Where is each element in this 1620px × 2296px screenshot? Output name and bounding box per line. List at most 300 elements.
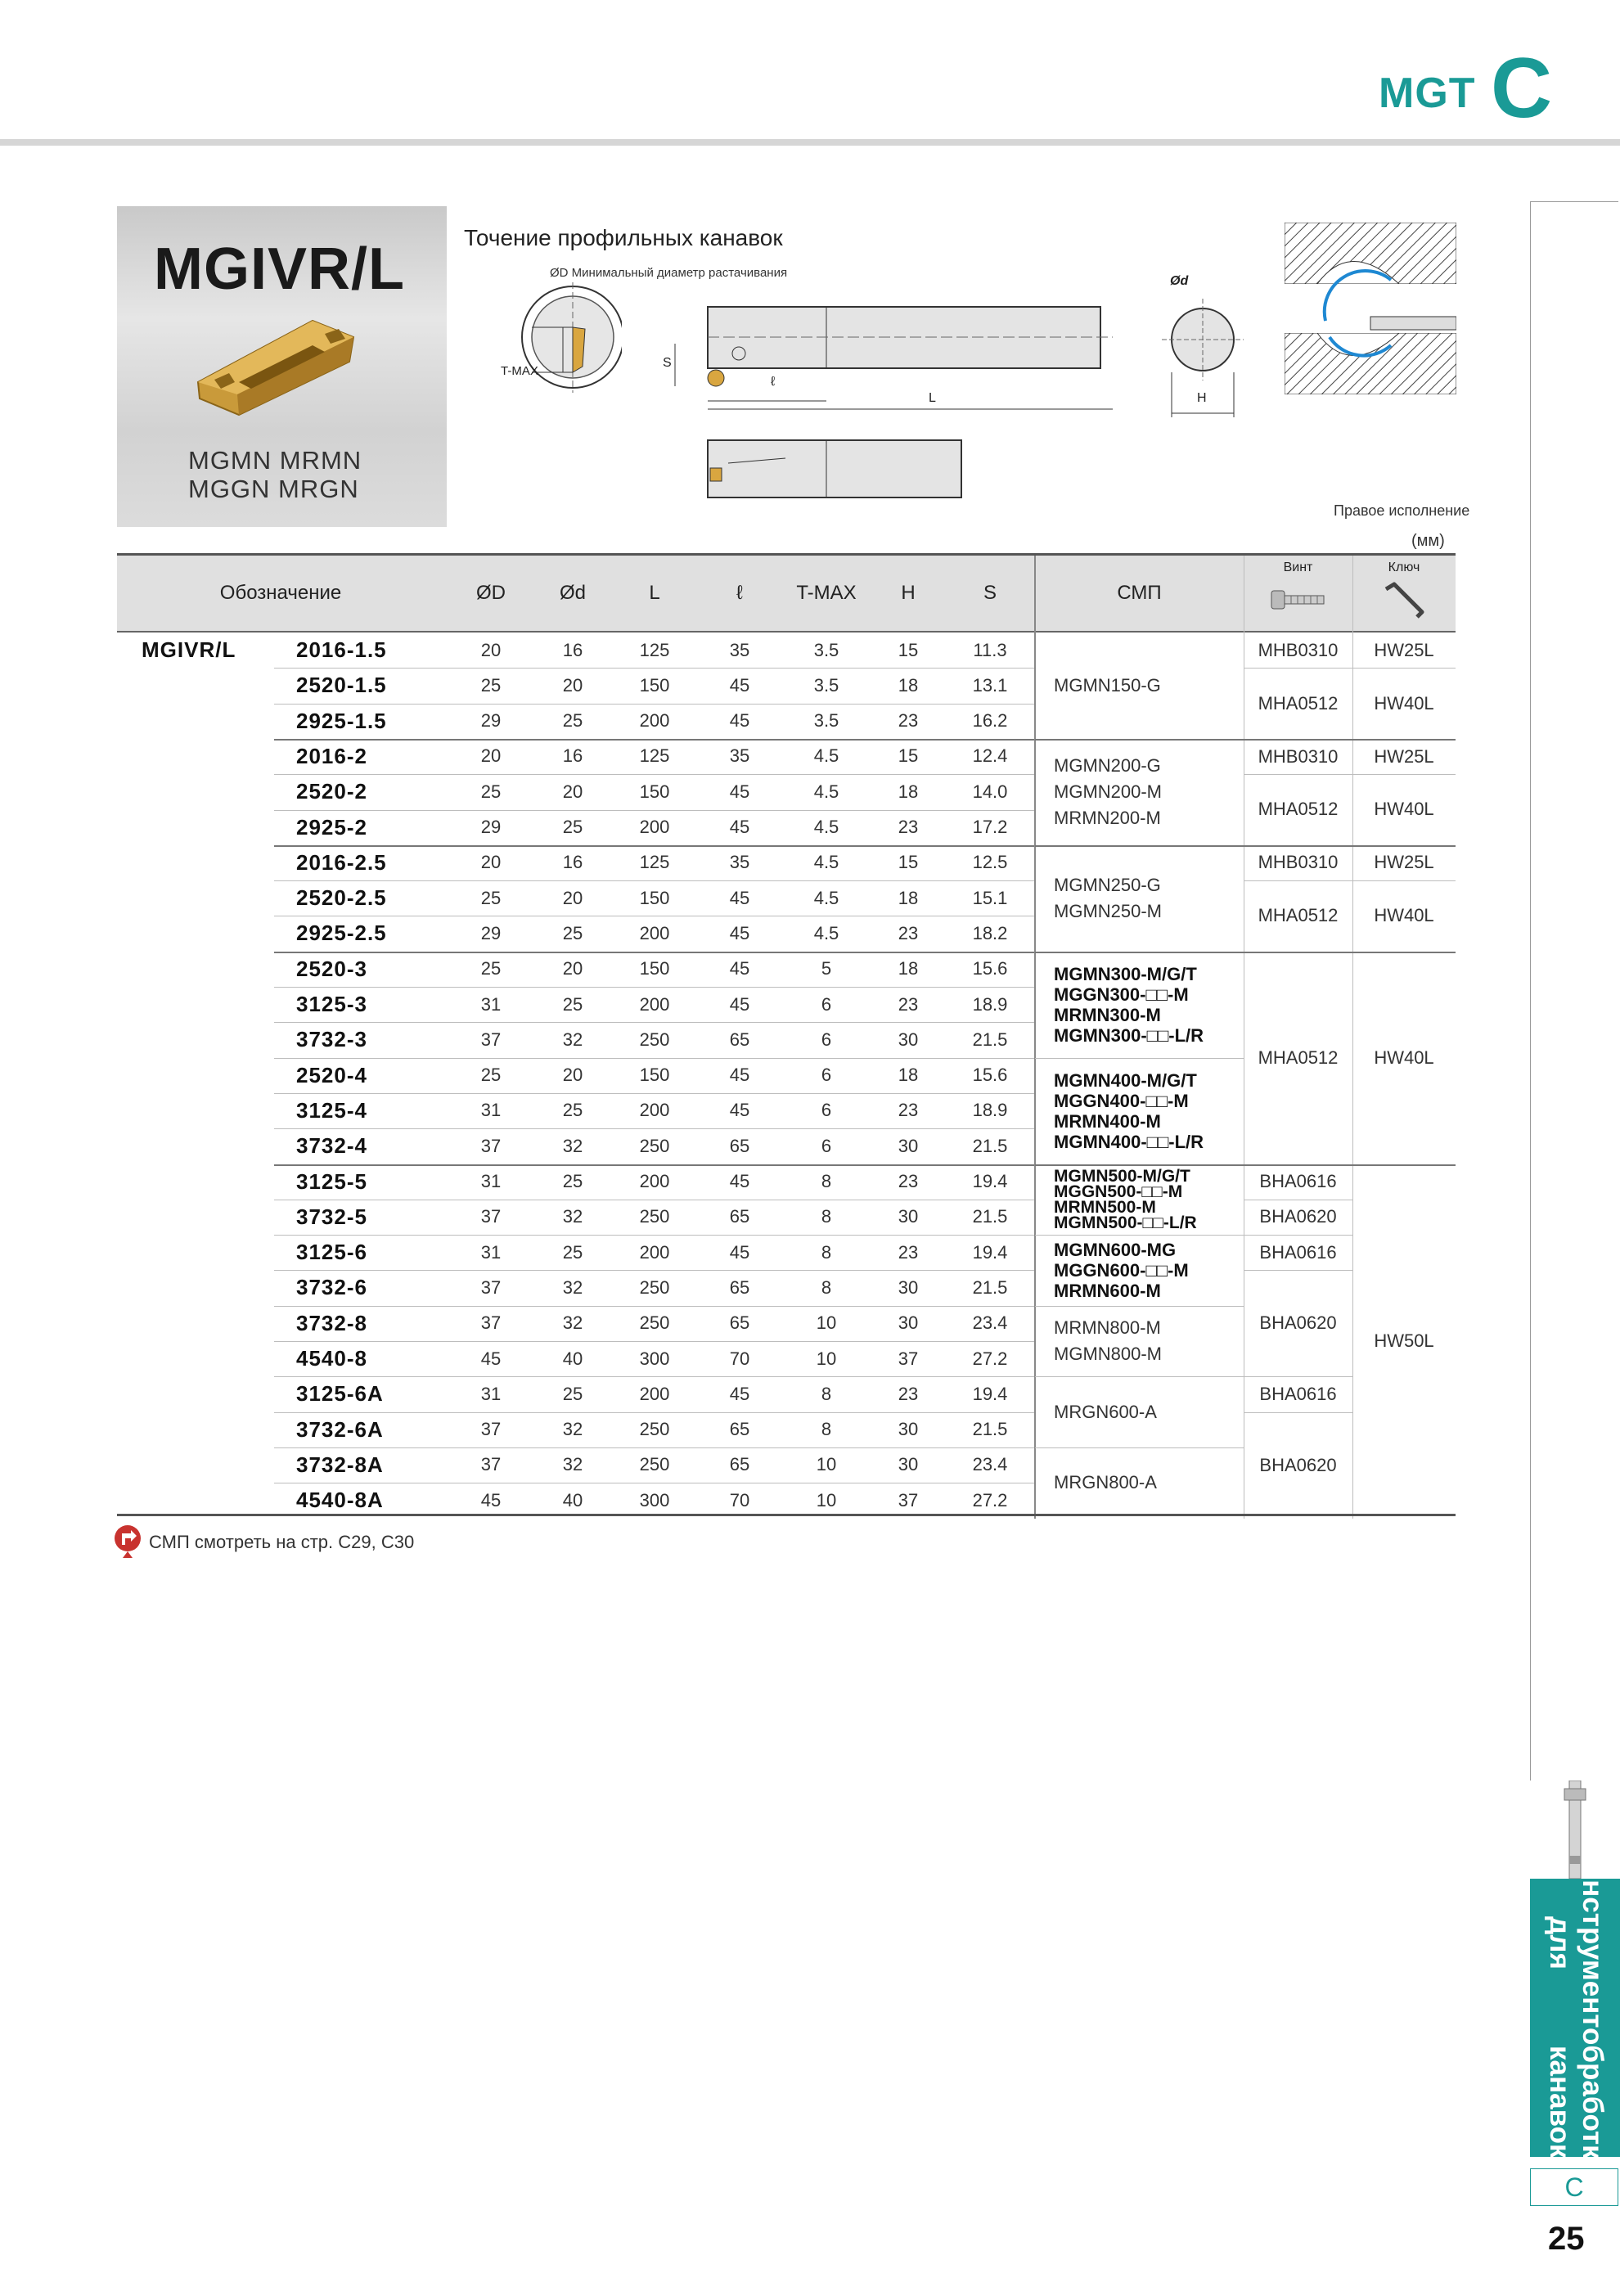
cell-d: 20	[562, 781, 583, 802]
cell-t: 8	[821, 1171, 832, 1191]
smp-divider	[1035, 1164, 1244, 1166]
table-bottom-rule	[117, 1514, 1456, 1516]
insert-illustration	[190, 304, 362, 419]
cell-H: 30	[898, 1135, 919, 1156]
cell-S: 23.4	[972, 1454, 1008, 1475]
cell-t: 8	[821, 1383, 832, 1404]
cell-l: 45	[729, 1383, 750, 1404]
row-code: 3125-6	[296, 1240, 367, 1265]
row-code: 2520-4	[296, 1062, 367, 1087]
smp-insert: MGMN800-M	[1054, 1344, 1163, 1364]
cell-S: 14.0	[972, 781, 1008, 802]
cell-H: 18	[898, 781, 919, 802]
cell-l: 45	[729, 1065, 750, 1086]
smp-insert: MRMN500-M	[1054, 1197, 1156, 1217]
row-code: 2925-1.5	[296, 708, 387, 733]
key-code: HW40L	[1374, 905, 1434, 926]
cell-S: 18.9	[972, 993, 1008, 1015]
operation-illustration	[1285, 223, 1456, 394]
row-divider	[274, 880, 1035, 881]
cell-D: 25	[480, 674, 502, 696]
screw-code: BHA0620	[1259, 1454, 1337, 1475]
row-code: 4540-8A	[296, 1488, 384, 1513]
col-S: S	[983, 582, 997, 604]
cell-D: 25	[480, 958, 502, 979]
row-code: 2925-2.5	[296, 921, 387, 946]
smp-insert: MRGN800-A	[1054, 1472, 1157, 1493]
cell-d: 25	[562, 1383, 583, 1404]
cell-L: 200	[639, 1171, 670, 1191]
cell-D: 20	[480, 852, 502, 873]
unit-label: (мм)	[1411, 532, 1445, 550]
row-code: 2016-1.5	[296, 637, 387, 662]
cell-d: 25	[562, 993, 583, 1015]
col-l: ℓ	[736, 582, 743, 604]
smp-insert: MGMN500-M/G/T	[1054, 1166, 1190, 1186]
row-code: 2016-2.5	[296, 849, 387, 875]
cell-t: 8	[821, 1206, 832, 1227]
smp-insert: MGMN300-□□-L/R	[1054, 1024, 1204, 1046]
cell-L: 200	[639, 710, 670, 732]
cell-L: 300	[639, 1348, 670, 1369]
cell-d: 16	[562, 745, 583, 767]
row-divider	[274, 845, 1035, 847]
cell-H: 23	[898, 1100, 919, 1121]
screw-code: MHB0310	[1258, 852, 1339, 873]
cell-H: 15	[898, 745, 919, 767]
row-code: 3125-6A	[296, 1381, 384, 1407]
smp-insert: MRMN400-M	[1054, 1110, 1161, 1132]
cell-d: 40	[562, 1348, 583, 1369]
cell-D: 45	[480, 1348, 502, 1369]
smp-divider	[1035, 845, 1244, 847]
smp-insert: MGMN300-M/G/T	[1054, 963, 1197, 984]
smp-divider	[1035, 1058, 1244, 1059]
row-divider	[274, 1093, 1035, 1094]
smp-divider	[1035, 1376, 1244, 1377]
cell-l: 65	[729, 1419, 750, 1440]
cell-S: 21.5	[972, 1029, 1008, 1050]
key-code: HW25L	[1374, 745, 1434, 767]
cell-t: 8	[821, 1276, 832, 1298]
col-L: L	[649, 582, 660, 604]
smp-insert: MGGN600-□□-M	[1054, 1259, 1189, 1281]
cell-l: 65	[729, 1276, 750, 1298]
smp-insert: MRMN200-M	[1054, 807, 1161, 828]
screw-code: MHB0310	[1258, 745, 1339, 767]
cell-L: 200	[639, 1241, 670, 1263]
cell-D: 37	[480, 1312, 502, 1334]
cell-d: 32	[562, 1029, 583, 1050]
cell-H: 23	[898, 1241, 919, 1263]
cell-H: 15	[898, 639, 919, 660]
cell-t: 4.5	[813, 922, 839, 943]
cell-L: 200	[639, 817, 670, 837]
cell-t: 10	[816, 1312, 837, 1334]
family-code: MGIVR/L	[142, 637, 236, 662]
cell-d: 25	[562, 922, 583, 943]
row-code: 3732-8A	[296, 1452, 384, 1477]
section-tab-letter: C	[1530, 2168, 1618, 2206]
row-divider	[274, 1235, 1035, 1236]
cell-D: 20	[480, 745, 502, 767]
section-letter: C	[1491, 41, 1553, 136]
tmax-label: T-MAX	[501, 364, 538, 378]
cell-S: 17.2	[972, 817, 1008, 837]
smp-left-rule	[1034, 556, 1036, 1519]
smp-insert: MGMN600-MG	[1054, 1239, 1177, 1260]
cell-t: 10	[816, 1454, 837, 1475]
cell-D: 37	[480, 1454, 502, 1475]
section-tab-line2: обработки канавок	[1544, 2028, 1609, 2177]
cell-D: 29	[480, 710, 502, 732]
cell-S: 18.2	[972, 922, 1008, 943]
smp-insert: MRMN300-M	[1054, 1004, 1161, 1025]
cell-H: 23	[898, 817, 919, 837]
smp-insert: MRGN600-A	[1054, 1401, 1157, 1422]
cell-S: 15.6	[972, 1065, 1008, 1086]
diagram-title: Точение профильных канавок	[464, 225, 783, 250]
cell-H: 23	[898, 710, 919, 732]
screw-code: BHA0616	[1259, 1171, 1337, 1192]
screw-code: BHA0616	[1259, 1383, 1337, 1404]
insert-series-line2: MGGN MRGN	[188, 475, 359, 503]
col-tmax: T-MAX	[796, 582, 857, 604]
cell-l: 45	[729, 1100, 750, 1121]
col-smp: СМП	[1117, 582, 1162, 604]
cell-d: 20	[562, 958, 583, 979]
cell-t: 6	[821, 993, 832, 1015]
cell-l: 45	[729, 922, 750, 943]
cell-L: 250	[639, 1206, 670, 1227]
row-code: 3125-5	[296, 1168, 367, 1194]
cell-d: 16	[562, 852, 583, 873]
cell-H: 15	[898, 852, 919, 873]
row-code: 3125-4	[296, 1097, 367, 1123]
cell-l: 45	[729, 817, 750, 837]
cell-t: 6	[821, 1065, 832, 1086]
cell-t: 3.5	[813, 710, 839, 732]
row-code: 3732-8	[296, 1310, 367, 1335]
cell-H: 18	[898, 1065, 919, 1086]
cell-d: 32	[562, 1312, 583, 1334]
row-divider	[274, 704, 1035, 705]
key-code: HW25L	[1374, 639, 1434, 660]
cell-t: 4.5	[813, 887, 839, 908]
cell-H: 30	[898, 1312, 919, 1334]
col-d: Ød	[559, 582, 586, 604]
cell-D: 37	[480, 1276, 502, 1298]
cell-L: 150	[639, 1065, 670, 1086]
key-code: HW40L	[1374, 799, 1434, 820]
cell-S: 27.2	[972, 1348, 1008, 1369]
cell-d: 20	[562, 1065, 583, 1086]
smp-insert: MRMN600-M	[1054, 1280, 1161, 1301]
screw-code: BHA0616	[1259, 1241, 1337, 1263]
row-divider	[274, 1058, 1035, 1059]
cell-D: 37	[480, 1029, 502, 1050]
cell-H: 18	[898, 958, 919, 979]
smp-divider	[1035, 1447, 1244, 1448]
cell-l: 45	[729, 958, 750, 979]
page-ref-icon	[113, 1524, 142, 1560]
top-view-drawing	[695, 432, 974, 510]
cell-l: 65	[729, 1135, 750, 1156]
cell-L: 200	[639, 1100, 670, 1121]
cell-D: 29	[480, 922, 502, 943]
smp-insert: MGGN400-□□-M	[1054, 1090, 1189, 1111]
cell-H: 23	[898, 993, 919, 1015]
orientation-note: Правое исполнение	[1334, 502, 1470, 519]
row-divider	[274, 952, 1035, 953]
smp-insert: MGGN300-□□-M	[1054, 984, 1189, 1005]
cell-l: 65	[729, 1312, 750, 1334]
cell-d: 25	[562, 1100, 583, 1121]
product-name: MGIVR/L	[154, 236, 405, 302]
cell-S: 18.9	[972, 1100, 1008, 1121]
row-divider	[274, 1341, 1035, 1342]
row-code: 3732-6A	[296, 1416, 384, 1442]
smp-insert: MRMN800-M	[1054, 1317, 1161, 1338]
page-number: 25	[1548, 2221, 1585, 2257]
cell-d: 32	[562, 1276, 583, 1298]
key-code: HW50L	[1374, 1330, 1434, 1351]
smp-insert: MGMN200-M	[1054, 781, 1163, 802]
row-divider	[274, 1412, 1035, 1413]
cell-D: 29	[480, 817, 502, 837]
col-key: Ключ	[1388, 560, 1420, 574]
cell-t: 6	[821, 1029, 832, 1050]
cell-d: 16	[562, 639, 583, 660]
cell-D: 45	[480, 1489, 502, 1510]
cell-S: 11.3	[973, 639, 1007, 660]
l-small-label: ℓ	[771, 375, 776, 389]
cell-L: 250	[639, 1135, 670, 1156]
insert-series-line1: MGMN MRMN	[188, 446, 362, 475]
cell-H: 30	[898, 1029, 919, 1050]
cell-d: 32	[562, 1135, 583, 1156]
cell-S: 19.4	[972, 1171, 1008, 1191]
cell-H: 18	[898, 674, 919, 696]
key-code: HW25L	[1374, 852, 1434, 873]
cell-l: 45	[729, 710, 750, 732]
cell-l: 35	[729, 852, 750, 873]
cell-L: 125	[639, 639, 670, 660]
cell-D: 25	[480, 1065, 502, 1086]
cell-S: 21.5	[972, 1276, 1008, 1298]
cell-l: 65	[729, 1029, 750, 1050]
cell-l: 70	[729, 1489, 750, 1510]
row-code: 3125-3	[296, 992, 367, 1016]
cell-D: 31	[480, 1100, 502, 1121]
row-divider	[274, 739, 1035, 741]
screw-code: MHB0310	[1258, 639, 1339, 660]
smp-insert: MGMN200-G	[1054, 754, 1161, 776]
footnote: СМП смотреть на стр. C29, C30	[149, 1532, 415, 1552]
row-divider	[274, 774, 1035, 775]
header-divider	[0, 139, 1620, 146]
cell-D: 31	[480, 993, 502, 1015]
cell-L: 150	[639, 674, 670, 696]
smp-insert: MGMN400-□□-L/R	[1054, 1131, 1204, 1152]
cell-S: 19.4	[972, 1383, 1008, 1404]
cell-D: 37	[480, 1419, 502, 1440]
cell-l: 65	[729, 1454, 750, 1475]
cell-l: 35	[729, 745, 750, 767]
screw-icon	[1265, 579, 1330, 620]
cell-l: 45	[729, 993, 750, 1015]
cell-L: 250	[639, 1276, 670, 1298]
smp-insert: MGMN400-M/G/T	[1054, 1069, 1197, 1091]
cell-l: 35	[729, 639, 750, 660]
cell-L: 250	[639, 1312, 670, 1334]
cell-t: 4.5	[813, 781, 839, 802]
cell-d: 25	[562, 710, 583, 732]
cell-l: 45	[729, 674, 750, 696]
cell-L: 150	[639, 887, 670, 908]
cell-L: 200	[639, 922, 670, 943]
cell-t: 3.5	[813, 639, 839, 660]
cell-S: 23.4	[972, 1312, 1008, 1334]
cell-S: 21.5	[972, 1206, 1008, 1227]
cell-H: 23	[898, 1171, 919, 1191]
row-divider	[274, 987, 1035, 988]
cell-L: 150	[639, 781, 670, 802]
cell-H: 37	[898, 1489, 919, 1510]
hex-key-icon	[1381, 579, 1430, 620]
smp-divider	[1035, 1306, 1244, 1307]
cell-H: 23	[898, 922, 919, 943]
row-code: 2520-2	[296, 779, 367, 804]
smp-insert: MGMN150-G	[1054, 674, 1161, 696]
row-divider	[274, 1306, 1035, 1307]
smp-insert: MGMN250-M	[1054, 900, 1163, 921]
cell-l: 45	[729, 1241, 750, 1263]
cell-l: 70	[729, 1348, 750, 1369]
cell-D: 25	[480, 887, 502, 908]
side-view-drawing	[655, 295, 1121, 421]
row-code: 3732-6	[296, 1275, 367, 1300]
smp-divider	[1035, 739, 1244, 741]
screw-code: BHA0620	[1259, 1206, 1337, 1227]
cell-D: 31	[480, 1383, 502, 1404]
section-label: MGT	[1379, 70, 1476, 117]
cell-S: 16.2	[972, 710, 1008, 732]
smp-insert: MGMN250-G	[1054, 874, 1161, 895]
cell-L: 250	[639, 1454, 670, 1475]
cell-l: 65	[729, 1206, 750, 1227]
row-code: 3732-4	[296, 1133, 367, 1159]
cell-S: 12.5	[972, 852, 1008, 873]
cell-l: 45	[729, 1171, 750, 1191]
row-code: 4540-8	[296, 1346, 367, 1371]
row-code: 3732-3	[296, 1027, 367, 1052]
cell-D: 20	[480, 639, 502, 660]
key-code: HW40L	[1374, 692, 1434, 714]
min-bore-label: ØD Минимальный диаметр растачивания	[550, 266, 788, 280]
row-divider	[274, 668, 1035, 669]
row-divider	[274, 1270, 1035, 1271]
screw-code: BHA0620	[1259, 1312, 1337, 1334]
row-divider	[274, 1164, 1035, 1166]
cell-L: 200	[639, 1383, 670, 1404]
cell-D: 25	[480, 781, 502, 802]
d-label: Ød	[1170, 274, 1189, 288]
row-divider	[274, 810, 1035, 811]
row-code: 2016-2	[296, 743, 367, 768]
smp-divider	[1035, 1235, 1244, 1236]
cell-H: 30	[898, 1419, 919, 1440]
cell-d: 25	[562, 817, 583, 837]
smp-divider	[1035, 952, 1244, 953]
row-divider	[274, 1022, 1035, 1023]
cell-t: 10	[816, 1489, 837, 1510]
cell-D: 31	[480, 1171, 502, 1191]
cell-t: 4.5	[813, 852, 839, 873]
side-frame	[1530, 201, 1618, 1781]
row-code: 2520-1.5	[296, 673, 387, 698]
cell-H: 30	[898, 1454, 919, 1475]
cell-H: 30	[898, 1206, 919, 1227]
s-label: S	[663, 356, 672, 370]
cell-S: 13.1	[972, 674, 1008, 696]
cell-t: 4.5	[813, 817, 839, 837]
cell-d: 32	[562, 1419, 583, 1440]
smp-insert: MGMN500-□□-L/R	[1054, 1213, 1197, 1232]
cell-S: 21.5	[972, 1419, 1008, 1440]
cell-L: 250	[639, 1419, 670, 1440]
cell-d: 25	[562, 1241, 583, 1263]
cell-l: 45	[729, 781, 750, 802]
cell-t: 6	[821, 1100, 832, 1121]
smp-insert: MGGN500-□□-M	[1054, 1182, 1183, 1201]
cell-d: 20	[562, 674, 583, 696]
key-code: HW40L	[1374, 1047, 1434, 1068]
cell-L: 250	[639, 1029, 670, 1050]
cell-d: 25	[562, 1171, 583, 1191]
cell-S: 21.5	[972, 1135, 1008, 1156]
cell-d: 20	[562, 887, 583, 908]
cell-S: 12.4	[972, 745, 1008, 767]
cell-L: 200	[639, 993, 670, 1015]
cell-L: 125	[639, 852, 670, 873]
row-divider	[274, 1128, 1035, 1129]
cell-S: 15.1	[972, 887, 1008, 908]
cell-L: 300	[639, 1489, 670, 1510]
cell-H: 30	[898, 1276, 919, 1298]
col-D: ØD	[476, 582, 506, 604]
cell-H: 23	[898, 1383, 919, 1404]
row-code: 3732-5	[296, 1204, 367, 1229]
cell-t: 8	[821, 1241, 832, 1263]
screw-code: MHA0512	[1258, 692, 1339, 714]
cell-D: 37	[480, 1135, 502, 1156]
cell-S: 15.6	[972, 958, 1008, 979]
cell-d: 40	[562, 1489, 583, 1510]
cell-t: 8	[821, 1419, 832, 1440]
row-divider	[274, 1447, 1035, 1448]
col-designation: Обозначение	[219, 582, 342, 604]
cell-t: 3.5	[813, 674, 839, 696]
row-divider	[274, 1376, 1035, 1377]
row-code: 2520-3	[296, 956, 367, 981]
cell-d: 32	[562, 1454, 583, 1475]
cell-D: 37	[480, 1206, 502, 1227]
l-big-label: L	[929, 391, 936, 405]
cell-S: 19.4	[972, 1241, 1008, 1263]
cell-H: 37	[898, 1348, 919, 1369]
screw-code: MHA0512	[1258, 1047, 1339, 1068]
